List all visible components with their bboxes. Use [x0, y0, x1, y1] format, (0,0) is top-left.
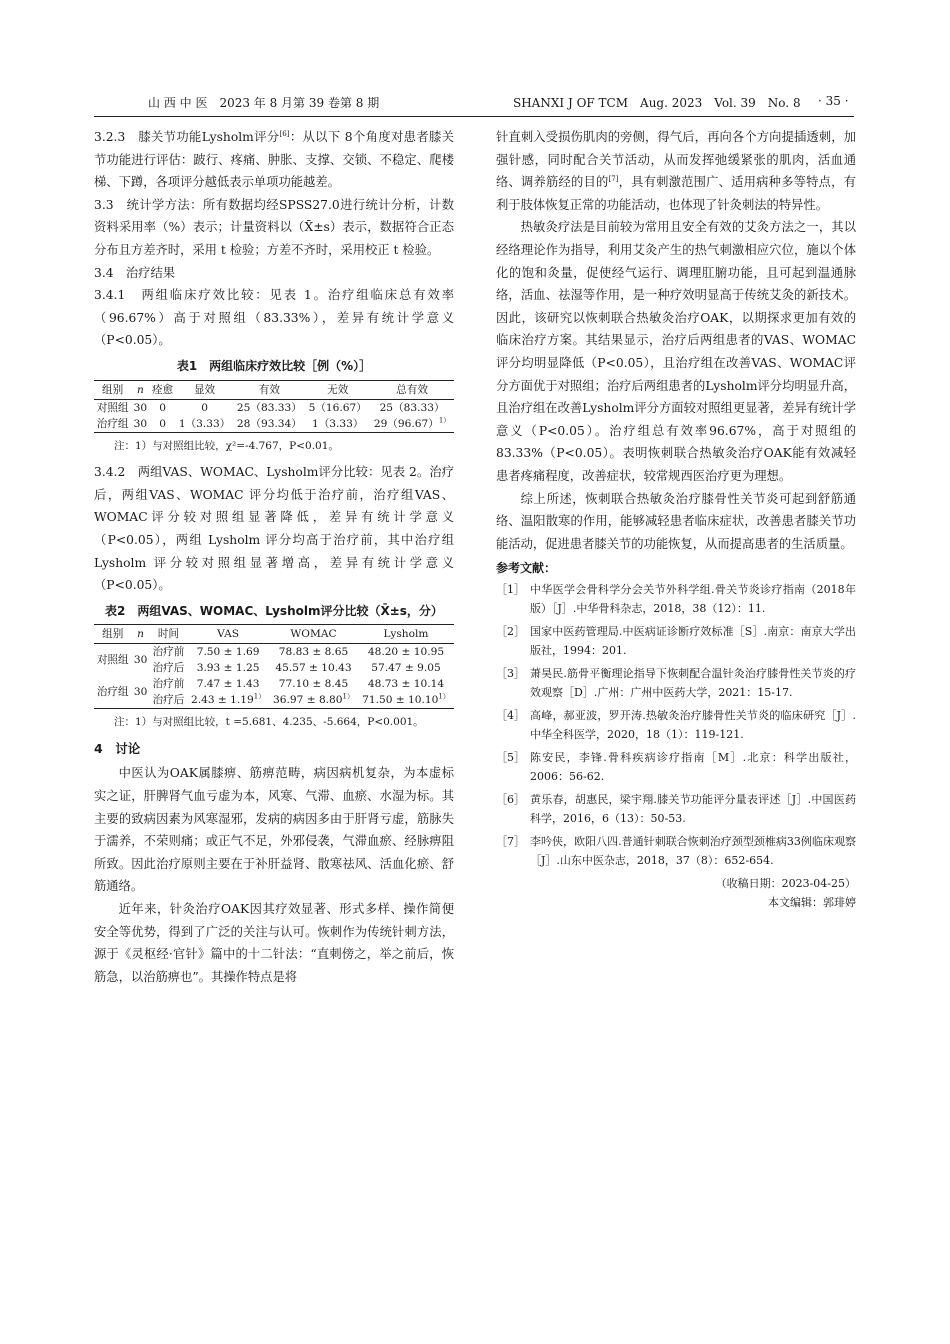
table2-header: Lysholm — [383, 628, 429, 641]
table2-header: VAS — [217, 628, 240, 641]
page-number: · 35 · — [818, 94, 849, 108]
left-column — [94, 126, 454, 988]
reference-item: ［4］ 高峰，郝亚波，罗开涛.热敏灸治疗膝骨性关节炎的临床研究［J］.中华全科医学，2020，18（1）：119-121. — [496, 708, 856, 742]
reference-item: ［1］ 中华医学会骨科学分会关节外科学组.骨关节炎诊疗指南（2018年版）［J］.中华骨科杂志，2018，38（12）：11. — [496, 582, 856, 616]
table-row: 治疗组 30 治疗前 7.47 ± 1.43 77.10 ± 8.45 48.73 ± 10.14 — [96, 678, 445, 699]
table-row: 治疗组 30 0 1（3.33） 28（93.34） 1（3.33） $29(96.67)^{1)}$ — [94, 416, 454, 433]
discussion-paragraph-2: 近年来，针灸治疗OAK因其疗效显著、形式多样、操作简便安全等优势，得到了广泛的关注与认可。恢刺作为传统针刺方法，源于《灵枢经·官针》篇中的十二针法：“直刺傍之，举之前后，恢筋急，以治筋痹也”。其操作特点是将 — [94, 902, 454, 984]
table1-header: 组别 — [102, 383, 124, 396]
table1-header: 无效 — [327, 383, 349, 396]
discussion-paragraph-3: 热敏灸疗法是目前较为常用且安全有效的艾灸方法之一，其以经络理论作为指导，利用艾灸产生的热气刺激相应穴位，施以个体化的饱和灸量，促使经气运行、调理肛腑功能，且可起到温通脉络，活血、祛湿等作用，是一种疗效明显高于传统艾灸的新技术。因此，该研究以恢刺联合热敏灸治疗OAK，以期探求更加有效的临床治疗方案。其结果显示，治疗后两组患者的VAS、WOMAC评分均明显降低（P<0.05），且治疗组在改善VAS、WOMAC评分方面优于对照组；治疗后两组患者的Lysholm评分均明显升高，且治疗组在改善Lysholm评分方面较对照组更显著，差异有统计学意义（P<0.05）。治疗组总有效率96.67%，高于对照组的83.33%（P<0.05）。表明恢刺联合热敏灸治疗OAK能有效减轻患者疼痛程度，改善症状，较常规西医治疗更为理想。 — [496, 220, 856, 483]
table-row: 治疗后 3.93 ± 1.25 45.57 ± 10.43 57.47 ± 9.05 — [152, 662, 441, 675]
reference-item: ［3］ 萧昊民.筋骨平衡理论指导下恢刺配合温针灸治疗膝骨性关节炎的疗效观察［D］.广州：广州中医药大学，2021：15-17. — [496, 666, 856, 700]
table2-note: 注：1）与对照组比较，t =5.681、4.235、-5.664，P<0.001。 — [114, 716, 424, 729]
right-column — [496, 126, 856, 913]
discussion-paragraph-continued: 针直刺入受损伤肌肉的旁侧，得气后，再向各个方向提插透刺，加强针感，同时配合关节活动，从而发挥弛缓紧张的肌肉，活血通络、调养筋经的目的[7]，具有刺激范围广、适用病种多等特点，有利于肢体恢复正常的功能活动，也体现了针灸刺法的特异性。 — [496, 130, 856, 212]
table1 — [94, 380, 454, 433]
table2-header: 时间 — [157, 628, 180, 641]
table2 — [94, 624, 454, 709]
table1-header: n — [136, 383, 144, 396]
section-3-4-1: 3.4.1 两组临床疗效比较：见表 1。治疗组临床总有效率（96.67%）高于对照组（83.33%），差异有统计学意义（P<0.05）。 — [94, 288, 454, 348]
table1-caption: 表1 两组临床疗效比较［例（%）］ — [176, 358, 372, 373]
conclusion-paragraph: 综上所述，恢刺联合热敏灸治疗膝骨性关节炎可起到舒筋通络、温阳散寒的作用，能够减轻患者临床症状，改善患者膝关节功能活动，促进患者膝关节的功能恢复，从而提高患者的生活质量。 — [496, 491, 856, 551]
section-3-3: 3.3 统计学方法：所有数据均经SPSS27.0进行统计分析，计数资料采用率（%）表示；计量资料以（X̄±s）表示，数据符合正态分布且方差齐时，采用 t 检验；方差不齐时，采用校正 t 检验。 — [94, 197, 454, 257]
discussion-paragraph-1: 中医认为OAK属膝痹、筋痹范畴，病因病机复杂，为本虚标实之证，肝脾肾气血亏虚为本，风寒、气滞、血瘀、水湿为标。其主要的致病因素为风寒湿邪，发病的病因多由于肝肾亏虚，筋脉失于濡养，不荣则痛；或正气不足，外邪侵袭，气滞血瘀、经脉痹阻所致。因此治疗原则主要在于补肝益肾、散寒祛风、活血化瘀、舒筋通络。 — [94, 766, 454, 894]
editor-credit: 本文编辑：郭琲婷 — [768, 896, 856, 910]
table2-header: WOMAC — [290, 628, 337, 641]
header-rule — [94, 116, 854, 117]
table1-header: 痊愈 — [151, 383, 174, 396]
section-3-4-2: 3.4.2 两组VAS、WOMAC、Lysholm评分比较：见表 2。治疗后，两组VAS、WOMAC 评分均低于治疗前，治疗组VAS、WOMAC评分较对照组显著降低，差异有统计学意义（P<0.05），两组 Lysholm 评分均高于治疗前，其中治疗组Lysholm 评分较对照组显著增高，差异有统计学意义（P<0.05）。 — [94, 465, 454, 593]
table1-header: 总有效 — [396, 383, 428, 396]
received-date: （收稿日期：2023-04-25） — [715, 876, 856, 890]
section-4-heading: 4 讨论 — [94, 740, 141, 756]
table2-header: n — [137, 628, 144, 641]
section-3-4-heading: 3.4 治疗结果 — [94, 265, 176, 280]
table1-header: 显效 — [193, 383, 216, 396]
references-heading: 参考文献： — [496, 561, 557, 576]
table-row: 治疗后 $2.43 \pm 1.19^{1)}$ $36.97 \pm 8.80^{1)}$ $71.50 \pm 10.10^{1)}$ — [94, 692, 454, 709]
journal-header-en: SHANXI J OF TCM Aug. 2023 Vol. 39 No. 8 — [513, 96, 801, 110]
reference-item: ［5］ 陈安民，李锋.骨科疾病诊疗指南［M］.北京：科学出版社，2006：56-62. — [496, 750, 856, 784]
section-3-2-3: 3.2.3 膝关节功能Lysholm评分[6]：从以下 8个角度对患者膝关节功能进行评估：跛行、疼痛、肿胀、支撑、交锁、不稳定、爬楼梯、下蹲，各项评分越低表示单项功能越差。 — [94, 129, 454, 190]
table1-note: 注：1）与对照组比较，χ²=-4.767，P<0.01。 — [114, 439, 339, 452]
table-row: 对照组 30 治疗前 7.50 ± 1.69 78.83 ± 8.65 48.20 ± 10.95 — [96, 646, 445, 667]
table-row: 对照组 30 0 0 25（83.33） 5（16.67） 25（83.33） — [96, 401, 445, 414]
reference-list — [496, 580, 856, 871]
reference-item: ［2］ 国家中医药管理局.中医病证诊断疗效标准［S］.南京：南京大学出版社，1994：201. — [496, 624, 856, 658]
citation-7[interactable]: [7] — [608, 175, 619, 184]
table2-header: 组别 — [102, 628, 124, 641]
table2-caption: 表2 两组VAS、WOMAC、Lysholm评分比较（X̄±s，分） — [105, 603, 443, 618]
journal-header: 山 西 中 医 2023 年 8 月第 39 卷第 8 期 — [148, 96, 380, 110]
table1-header: 有效 — [258, 383, 280, 396]
reference-item: ［7］ 李吟侠，欧阳八四.普通针刺联合恢刺治疗颈型颈椎病33例临床观察［J］.山东中医杂志，2018，37（8）：652-654. — [496, 834, 856, 868]
citation-6[interactable]: [6] — [279, 129, 290, 138]
reference-item: ［6］ 黄乐春，胡惠民，梁宇翔.膝关节功能评分量表评述［J］.中国医药科学，2016，6（13）：50-53. — [496, 792, 856, 826]
